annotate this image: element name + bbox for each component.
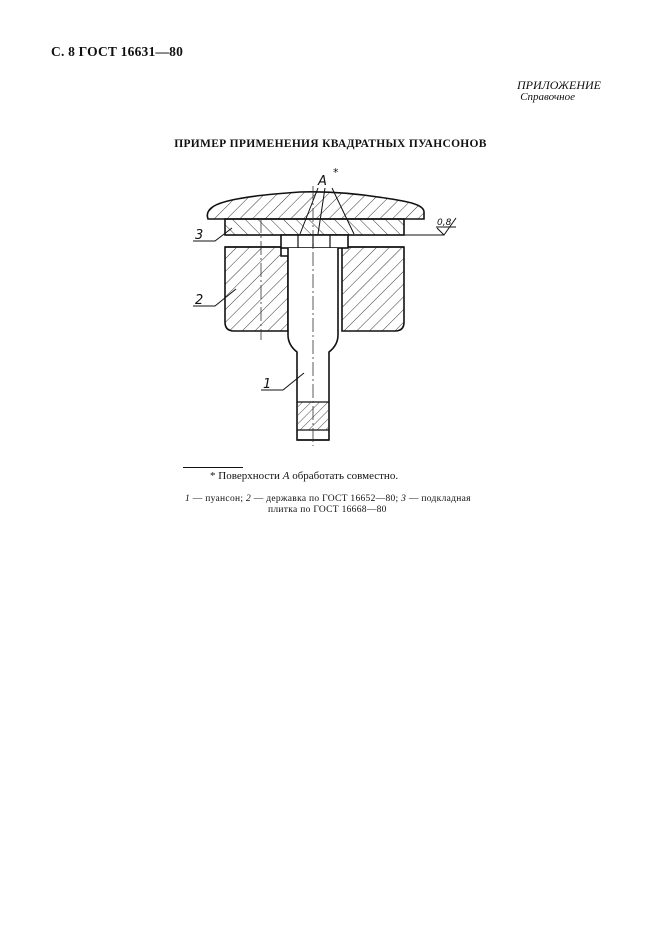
footnote-letter: A [282,470,290,482]
page-header: С. 8 ГОСТ 16631—80 [51,44,184,59]
backing-plate [225,219,404,235]
legend-num-3: 3 [401,494,407,504]
callout-a-label: A [318,174,327,189]
punch-head [281,235,348,248]
callout-asterisk: * [333,166,339,179]
appendix-label: ПРИЛОЖЕНИЕ [517,78,601,92]
legend-text-1: — пуансон; [190,494,246,504]
legend-line-2: плитка по ГОСТ 16668—80 [268,505,387,515]
part-label-1: 1 [263,377,272,392]
footnote-rule [183,467,243,468]
legend-num-1: 1 [185,494,191,504]
appendix-type: Справочное [520,91,575,103]
figure-title: ПРИМЕР ПРИМЕНЕНИЯ КВАДРАТНЫХ ПУАНСОНОВ [174,138,487,150]
legend-line-1 [185,494,471,504]
footnote-mark: * [210,470,216,482]
footnote [210,470,398,482]
footnote-text-after: обработать совместно. [292,470,399,482]
part-label-3: 3 [195,228,204,243]
part-label-2: 2 [195,293,204,308]
legend-text-2: — державка по ГОСТ 16652—80; [251,494,402,504]
roughness-value: 0,8 [437,218,452,228]
press-ram [207,192,424,219]
footnote-text-before: Поверхности [218,470,280,482]
legend-num-2: 2 [246,494,252,504]
legend-text-3: — подкладная [406,494,471,504]
